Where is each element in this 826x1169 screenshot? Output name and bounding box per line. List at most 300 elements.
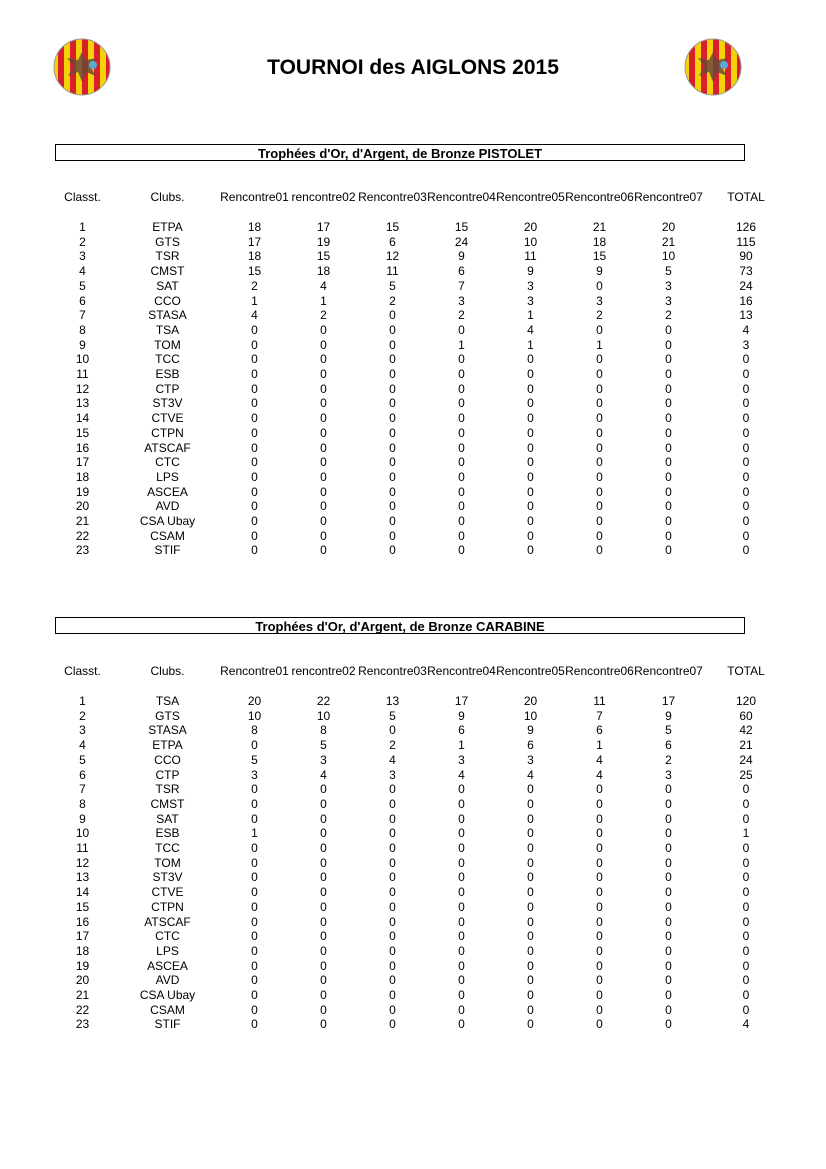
table-cell: 0	[389, 914, 396, 929]
table-cell: 0	[251, 973, 258, 988]
table-cell: LPS	[156, 469, 179, 484]
table-cell: ETPA	[152, 738, 183, 753]
table-cell: 1	[527, 308, 534, 323]
table-cell: 13	[385, 694, 400, 708]
table-cell: 3	[79, 723, 86, 738]
table-cell: 0	[596, 973, 603, 988]
table-cell: 0	[742, 381, 750, 396]
table-cell: 0	[389, 499, 396, 514]
table-cell: 15	[75, 425, 90, 440]
table-cell: 0	[742, 455, 750, 470]
table-cell: 15	[247, 264, 262, 279]
column-header: Classt.	[64, 664, 101, 678]
table-row	[50, 723, 789, 738]
table-row	[50, 870, 789, 885]
table-cell: 0	[320, 973, 327, 988]
table-cell: 0	[742, 411, 750, 426]
table-cell: 12	[75, 381, 90, 396]
table-row	[50, 235, 789, 250]
table-cell: 0	[665, 870, 672, 885]
table-cell: 0	[527, 367, 534, 382]
table-cell: 0	[665, 337, 672, 352]
table-row	[50, 900, 789, 915]
table-cell: 20	[75, 499, 90, 514]
table-cell: 15	[592, 249, 607, 264]
table-cell: 17	[661, 694, 676, 708]
table-cell: 0	[458, 870, 465, 885]
table-cell: 0	[251, 899, 258, 914]
table-cell: 18	[316, 264, 331, 279]
table-cell: 0	[742, 367, 750, 382]
table-cell: 0	[665, 1017, 672, 1032]
table-cell: 0	[742, 543, 750, 558]
column-header: Rencontre07	[634, 664, 703, 678]
table-cell: 0	[320, 782, 327, 797]
table-cell: 0	[527, 855, 534, 870]
table-cell: 0	[389, 1017, 396, 1032]
table-cell: 0	[596, 958, 603, 973]
table-cell: 0	[665, 396, 672, 411]
table-cell: 0	[742, 811, 750, 826]
table-row	[50, 485, 789, 500]
table-cell: 0	[665, 514, 672, 529]
table-row	[50, 1017, 789, 1032]
table-cell: 2	[596, 308, 603, 323]
column-header: Rencontre01	[220, 190, 289, 204]
table-cell: 0	[320, 337, 327, 352]
spacer-row	[50, 678, 789, 694]
table-row	[50, 529, 789, 544]
table-cell: 0	[527, 1017, 534, 1032]
table-cell: CCO	[154, 293, 181, 308]
table-cell: 20	[247, 694, 262, 708]
column-header: Rencontre06	[565, 190, 634, 204]
table-cell: 11	[76, 367, 89, 382]
table-cell: 0	[389, 899, 396, 914]
table-cell: 0	[389, 411, 396, 426]
table-cell: 9	[79, 337, 86, 352]
table-cell: 0	[458, 322, 465, 337]
table-cell: 0	[389, 988, 396, 1003]
table-row	[50, 856, 789, 871]
table-cell: 1	[79, 220, 86, 234]
table-cell: 5	[320, 738, 327, 753]
column-header: Clubs.	[150, 190, 185, 204]
table-cell: TOM	[154, 337, 181, 352]
table-cell: 0	[251, 870, 258, 885]
table-cell: 22	[75, 528, 90, 543]
table-row	[50, 915, 789, 930]
table-cell: CCO	[154, 752, 181, 767]
table-cell: 0	[527, 396, 534, 411]
table-cell: 0	[389, 514, 396, 529]
table-row	[50, 1003, 789, 1018]
table-cell: 6	[458, 264, 465, 279]
table-cell: 0	[320, 826, 327, 841]
table-cell: 0	[742, 782, 750, 797]
table-cell: 9	[596, 264, 603, 279]
table-cell: 0	[742, 988, 750, 1003]
table-cell: 0	[458, 796, 465, 811]
table-cell: 0	[665, 826, 672, 841]
table-cell: 0	[665, 455, 672, 470]
table-cell: CTVE	[151, 411, 184, 426]
table-row	[50, 944, 789, 959]
table-cell: 0	[458, 514, 465, 529]
table-cell: SAT	[156, 811, 179, 826]
table-cell: 2	[458, 308, 465, 323]
table-cell: 0	[527, 381, 534, 396]
table-cell: 0	[596, 811, 603, 826]
table-cell: ST3V	[152, 870, 183, 885]
table-cell: 0	[251, 929, 258, 944]
table-cell: 2	[79, 708, 86, 723]
table-cell: 0	[458, 811, 465, 826]
table-cell: 0	[742, 973, 750, 988]
table-cell: 3	[389, 767, 396, 782]
table-cell: 0	[251, 381, 258, 396]
table-cell: 0	[665, 855, 672, 870]
table-cell: 0	[527, 782, 534, 797]
table-cell: 0	[596, 484, 603, 499]
table-cell: 2	[389, 738, 396, 753]
table-cell: CTP	[155, 381, 180, 396]
table-cell: STIF	[154, 543, 181, 558]
table-cell: 0	[389, 543, 396, 558]
table-cell: 0	[665, 543, 672, 558]
table-cell: 0	[389, 796, 396, 811]
table-cell: 20	[523, 220, 538, 234]
table-cell: AVD	[155, 973, 180, 988]
table-cell: 0	[389, 352, 396, 367]
table-cell: 4	[596, 752, 603, 767]
table-cell: CMST	[150, 264, 185, 279]
table-cell: 0	[527, 826, 534, 841]
table-cell: 0	[458, 352, 465, 367]
table-cell: 42	[739, 723, 753, 738]
section-title-carabine: Trophées d'Or, d'Argent, de Bronze CARABINE	[55, 617, 745, 634]
table-header-row	[50, 190, 789, 204]
table-cell: 0	[527, 543, 534, 558]
table-cell: 4	[527, 767, 534, 782]
table-cell: 4	[527, 322, 534, 337]
table-cell: 7	[79, 308, 86, 323]
table-cell: 10	[661, 249, 676, 264]
table-cell: 0	[320, 381, 327, 396]
table-cell: 9	[527, 723, 534, 738]
table-cell: 0	[742, 885, 750, 900]
table-cell: 0	[596, 514, 603, 529]
table-cell: TSR	[155, 249, 180, 264]
table-cell: 0	[458, 826, 465, 841]
table-cell: 0	[527, 411, 534, 426]
table-cell: 1	[458, 738, 465, 753]
column-header: rencontre02	[291, 190, 356, 204]
table-cell: 15	[316, 249, 331, 264]
table-cell: 0	[527, 352, 534, 367]
table-cell: 11	[524, 249, 537, 264]
table-cell: 0	[458, 855, 465, 870]
table-cell: 0	[320, 499, 327, 514]
table-cell: 3	[527, 278, 534, 293]
table-row	[50, 396, 789, 411]
table-cell: 21	[75, 514, 90, 529]
table-cell: ST3V	[152, 396, 183, 411]
column-header: Rencontre06	[565, 664, 634, 678]
table-cell: 0	[527, 958, 534, 973]
table-cell: 0	[527, 899, 534, 914]
table-cell: 22	[75, 1002, 90, 1017]
table-cell: 0	[596, 396, 603, 411]
table-cell: 0	[742, 469, 750, 484]
table-cell: 22	[316, 694, 331, 708]
table-cell: 18	[75, 469, 90, 484]
table-cell: 0	[389, 308, 396, 323]
table-cell: 0	[320, 914, 327, 929]
table-cell: 0	[251, 425, 258, 440]
table-cell: CSA Ubay	[139, 514, 196, 529]
table-cell: 21	[75, 988, 90, 1003]
table-cell: 0	[389, 841, 396, 856]
table-cell: 0	[665, 1002, 672, 1017]
table-cell: 0	[320, 870, 327, 885]
table-cell: 13	[739, 308, 753, 323]
table-cell: CMST	[150, 796, 185, 811]
table-cell: CSAM	[150, 528, 185, 543]
table-cell: 3	[665, 293, 672, 308]
table-cell: 9	[458, 708, 465, 723]
table-cell: 17	[75, 929, 90, 944]
table-cell: 23	[75, 543, 90, 558]
table-row	[50, 220, 789, 235]
table-cell: 0	[389, 958, 396, 973]
table-cell: 0	[251, 440, 258, 455]
table-cell: 2	[665, 752, 672, 767]
table-cell: 0	[389, 322, 396, 337]
table-cell: 0	[596, 381, 603, 396]
table-cell: 6	[79, 767, 86, 782]
table-cell: 5	[665, 723, 672, 738]
table-cell: 8	[79, 322, 86, 337]
table-cell: 0	[458, 396, 465, 411]
table-cell: 0	[596, 855, 603, 870]
table-cell: 0	[665, 796, 672, 811]
table-cell: 0	[527, 870, 534, 885]
table-cell: 0	[389, 855, 396, 870]
table-cell: 15	[385, 220, 400, 234]
table-cell: 6	[596, 723, 603, 738]
table-cell: 18	[75, 943, 90, 958]
table-cell: 0	[320, 855, 327, 870]
table-row	[50, 338, 789, 353]
table-cell: 0	[251, 943, 258, 958]
table-cell: 0	[742, 943, 750, 958]
table-row	[50, 308, 789, 323]
table-cell: 0	[389, 337, 396, 352]
table-row	[50, 455, 789, 470]
table-cell: 0	[458, 425, 465, 440]
table-cell: 0	[665, 528, 672, 543]
table-cell: 0	[596, 796, 603, 811]
table-cell: 0	[389, 396, 396, 411]
table-cell: 0	[742, 440, 750, 455]
table-cell: 0	[389, 973, 396, 988]
spacer-cell	[50, 204, 789, 220]
table-cell: 0	[320, 899, 327, 914]
table-cell: 0	[251, 367, 258, 382]
table-cell: 0	[742, 352, 750, 367]
table-cell: 0	[320, 469, 327, 484]
table-cell: 0	[596, 352, 603, 367]
table-cell: STASA	[148, 723, 187, 738]
table-cell: 0	[320, 543, 327, 558]
table-cell: CTPN	[151, 425, 184, 440]
table-cell: 0	[389, 381, 396, 396]
table-cell: ETPA	[152, 220, 183, 234]
table-cell: 0	[596, 841, 603, 856]
column-header: TOTAL	[727, 664, 765, 678]
table-cell: 14	[75, 411, 90, 426]
table-cell: 9	[665, 708, 672, 723]
table-cell: 1	[527, 337, 534, 352]
table-cell: 7	[458, 278, 465, 293]
column-header: Rencontre04	[427, 190, 496, 204]
table-row	[50, 797, 789, 812]
table-cell: 126	[735, 220, 757, 234]
table-cell: 0	[665, 811, 672, 826]
table-cell: 19	[316, 234, 331, 249]
table-cell: 15	[75, 899, 90, 914]
table-cell: 0	[320, 1002, 327, 1017]
table-cell: 5	[79, 752, 86, 767]
table-cell: 0	[458, 973, 465, 988]
table-cell: 0	[742, 929, 750, 944]
table-cell: 8	[320, 723, 327, 738]
table-row	[50, 514, 789, 529]
table-cell: 0	[251, 543, 258, 558]
table-cell: CTC	[155, 455, 180, 470]
table-row	[50, 768, 789, 783]
table-cell: 60	[739, 708, 753, 723]
table-cell: 0	[458, 440, 465, 455]
table-cell: 0	[320, 796, 327, 811]
table-cell: 0	[389, 484, 396, 499]
section-title-pistolet: Trophées d'Or, d'Argent, de Bronze PISTOLET	[55, 144, 745, 161]
table-cell: 0	[527, 885, 534, 900]
table-cell: 0	[665, 943, 672, 958]
table-cell: 0	[389, 528, 396, 543]
table-cell: 0	[389, 943, 396, 958]
table-row	[50, 441, 789, 456]
table-cell: 14	[75, 885, 90, 900]
results-table-pistolet	[50, 190, 789, 558]
table-cell: 0	[251, 958, 258, 973]
spacer-row	[50, 204, 789, 220]
table-cell: 10	[316, 708, 331, 723]
table-cell: 0	[320, 455, 327, 470]
table-cell: 0	[320, 988, 327, 1003]
table-cell: 0	[458, 929, 465, 944]
table-cell: 0	[665, 885, 672, 900]
table-cell: 0	[665, 322, 672, 337]
table-cell: 0	[596, 367, 603, 382]
table-cell: 6	[79, 293, 86, 308]
table-cell: 9	[458, 249, 465, 264]
table-cell: ESB	[155, 367, 180, 382]
table-row	[50, 841, 789, 856]
table-row	[50, 782, 789, 797]
table-cell: 9	[527, 264, 534, 279]
table-cell: 3	[251, 767, 258, 782]
table-cell: 0	[320, 367, 327, 382]
table-cell: 21	[592, 220, 607, 234]
table-cell: 23	[75, 1017, 90, 1032]
table-cell: 0	[527, 811, 534, 826]
column-header: TOTAL	[727, 190, 765, 204]
table-cell: 0	[596, 1017, 603, 1032]
table-cell: 0	[596, 322, 603, 337]
table-cell: STASA	[148, 308, 187, 323]
table-cell: 0	[596, 929, 603, 944]
table-cell: 0	[596, 499, 603, 514]
table-cell: 0	[320, 322, 327, 337]
table-cell: 24	[739, 752, 753, 767]
table-header-row	[50, 664, 789, 678]
table-cell: 1	[320, 293, 327, 308]
table-cell: 3	[596, 293, 603, 308]
table-cell: 0	[742, 870, 750, 885]
table-cell: 0	[596, 870, 603, 885]
table-cell: CSAM	[150, 1002, 185, 1017]
table-row	[50, 812, 789, 827]
table-cell: 0	[320, 352, 327, 367]
table-cell: 0	[251, 1002, 258, 1017]
table-cell: 11	[76, 841, 89, 856]
table-cell: 0	[458, 381, 465, 396]
table-row	[50, 973, 789, 988]
table-cell: 1	[742, 826, 750, 841]
column-header: Rencontre03	[358, 664, 427, 678]
table-cell: 12	[385, 249, 400, 264]
table-cell: 90	[739, 249, 753, 264]
table-cell: TCC	[155, 841, 180, 856]
table-row	[50, 249, 789, 264]
table-cell: LPS	[156, 943, 179, 958]
table-cell: 17	[454, 694, 469, 708]
table-cell: 0	[665, 440, 672, 455]
table-row	[50, 382, 789, 397]
table-cell: 0	[251, 988, 258, 1003]
table-cell: 24	[739, 278, 753, 293]
table-cell: 0	[596, 425, 603, 440]
table-cell: 0	[320, 514, 327, 529]
table-cell: 1	[251, 293, 258, 308]
table-cell: 8	[79, 796, 86, 811]
table-cell: 0	[251, 352, 258, 367]
table-cell: 0	[527, 469, 534, 484]
table-cell: 0	[458, 885, 465, 900]
table-row	[50, 352, 789, 367]
table-cell: 0	[742, 914, 750, 929]
column-header: Classt.	[64, 190, 101, 204]
table-cell: 0	[742, 514, 750, 529]
table-cell: 17	[247, 234, 262, 249]
table-cell: 0	[251, 782, 258, 797]
table-cell: ASCEA	[147, 958, 188, 973]
table-cell: 0	[251, 841, 258, 856]
table-cell: 0	[596, 988, 603, 1003]
table-cell: 0	[251, 1017, 258, 1032]
